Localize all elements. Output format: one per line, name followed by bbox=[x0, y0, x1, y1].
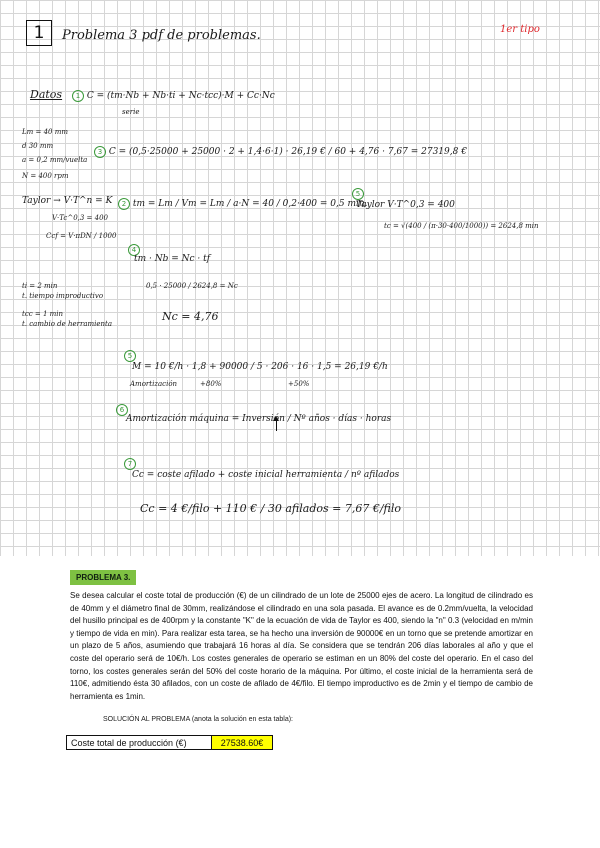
datos-label: Datos bbox=[30, 88, 63, 101]
amortization-formula: Amortización máquina = Inversión / Nº años · días · horas bbox=[126, 414, 392, 424]
given-lm: Lm = 40 mm bbox=[22, 128, 69, 136]
amortization-note: Amortización bbox=[130, 380, 178, 388]
step-7-marker: 7 bbox=[124, 458, 136, 470]
total-cost-calc: C = (0,5·25000 + 25000 · 2 + 1,4·6·1) · 26,19 € / 60 + 4,76 · 7,67 = 27319,8 € bbox=[108, 147, 467, 157]
table-row bbox=[67, 736, 273, 750]
solution-table-label: Coste total de producción (€) bbox=[67, 736, 212, 750]
step-7-marker-line bbox=[124, 458, 136, 470]
step-5b-marker-line bbox=[124, 350, 136, 362]
step-1-line bbox=[72, 90, 275, 102]
notes-title: Problema 3 pdf de problemas. bbox=[62, 28, 261, 43]
taylor-constant: Taylor → V·T^n = K bbox=[22, 196, 113, 206]
step-5a-marker-line bbox=[352, 188, 364, 200]
cost-formula: C = (tm·Nb + Nb·ti + Nc·tcc)·M + Cc·Nc bbox=[86, 91, 275, 101]
operator-overhead-note: +80% bbox=[200, 380, 222, 388]
problem-badge: PROBLEMA 3. bbox=[70, 570, 136, 585]
ti-def: ti = 2 min bbox=[22, 282, 58, 290]
tool-cost-formula: Cc = coste afilado + coste inicial herramienta / nº afilados bbox=[132, 470, 400, 480]
solution-label: SOLUCIÓN AL PROBLEMA (anota la solución en esta tabla): bbox=[103, 716, 294, 723]
given-a: a = 0,2 mm/vuelta bbox=[22, 156, 88, 164]
solution-table-value[interactable]: 27538.60€ bbox=[212, 736, 273, 750]
hourly-cost-calc: M = 10 €/h · 1,8 + 90000 / 5 · 206 · 16 · 1,5 = 26,19 €/h bbox=[132, 362, 388, 372]
step-6-marker: 6 bbox=[116, 404, 128, 416]
taylor-equation: V·Tc^0,3 = 400 bbox=[52, 214, 108, 222]
machine-overhead-note: +50% bbox=[288, 380, 310, 388]
given-d: d 30 mm bbox=[22, 142, 54, 150]
step-4-marker: 4 bbox=[128, 244, 140, 256]
tcc-def: tcc = 1 min bbox=[22, 310, 64, 318]
serie-note: serie bbox=[122, 108, 140, 116]
step-3-marker: 3 bbox=[94, 146, 106, 158]
taylor-cutting: Ccf = V·πDN / 1000 bbox=[46, 232, 117, 240]
solution-table bbox=[66, 735, 273, 750]
step-5a-marker: 5 bbox=[352, 188, 364, 200]
given-n: N = 400 rpm bbox=[22, 172, 69, 180]
edges-calc: 0,5 · 25000 / 2624,8 = Nc bbox=[146, 282, 238, 290]
step-4-formula: tm · Nb = Nc · tf bbox=[134, 254, 211, 264]
ti-desc: t. tiempo improductivo bbox=[22, 292, 104, 300]
step-2-line bbox=[118, 198, 368, 210]
step-2-marker: 2 bbox=[118, 198, 130, 210]
step-5b-marker: 5 bbox=[124, 350, 136, 362]
machining-time-calc: tm = Lm / Vm = Lm / a·N = 40 / 0,2·400 = 0,5 min. bbox=[132, 199, 368, 209]
edges-result: Nc = 4,76 bbox=[162, 310, 219, 323]
tcc-desc: t. cambio de herramienta bbox=[22, 320, 113, 328]
problem-statement: Se desea calcular el coste total de producción (€) de un cilindrado de un lote de 25000 ejes de acero. La longitud de cilindrado es de 40mm y el diámetro final de 30mm, realizándose el cilindrado en una sola pasada. El avance es de 0.2mm/vuelta, la velocidad del husillo principal es de 400rpm y la constante "K" de la ecuación de vida de Taylor es 400, siendo la "n" 0.3 (velocidad en m/min y tiempo de vida en min). Para realizar esta tarea, se ha hecho una inversión de 90000€ en un torno que se pretende amortizar en un plazo de 5 años, asumiendo que trabajará 16 horas al día. Se considera que se tendrán 206 días laborales al año y que el coste del operario será de 10€/h. Los costes generales de operario se estiman en un 80% del coste del operario. En el caso del torno, los costes generales serán del 50% del coste horario de la máquina. Por último, el coste inicial de la herramienta será de 110€, admitiendo ésta 30 afilados, con un coste de afilado de 4€/filo. El tiempo improductivo es de 2min y el tiempo de cambio de herramienta es 1min. bbox=[70, 591, 533, 701]
step-5-taylor: Taylor V·T^0,3 = 400 bbox=[356, 200, 455, 210]
tool-cost-calc: Cc = 4 €/filo + 110 € / 30 afilados = 7,67 €/filo bbox=[140, 502, 402, 515]
step-1-marker: 1 bbox=[72, 90, 84, 102]
tool-life-calc: tc = √(400 / (π·30·400/1000)) = 2624,8 min bbox=[384, 222, 539, 230]
corner-tag: 1er tipo bbox=[500, 24, 540, 35]
page-number: 1 bbox=[26, 20, 52, 46]
step-3-line bbox=[94, 146, 467, 158]
